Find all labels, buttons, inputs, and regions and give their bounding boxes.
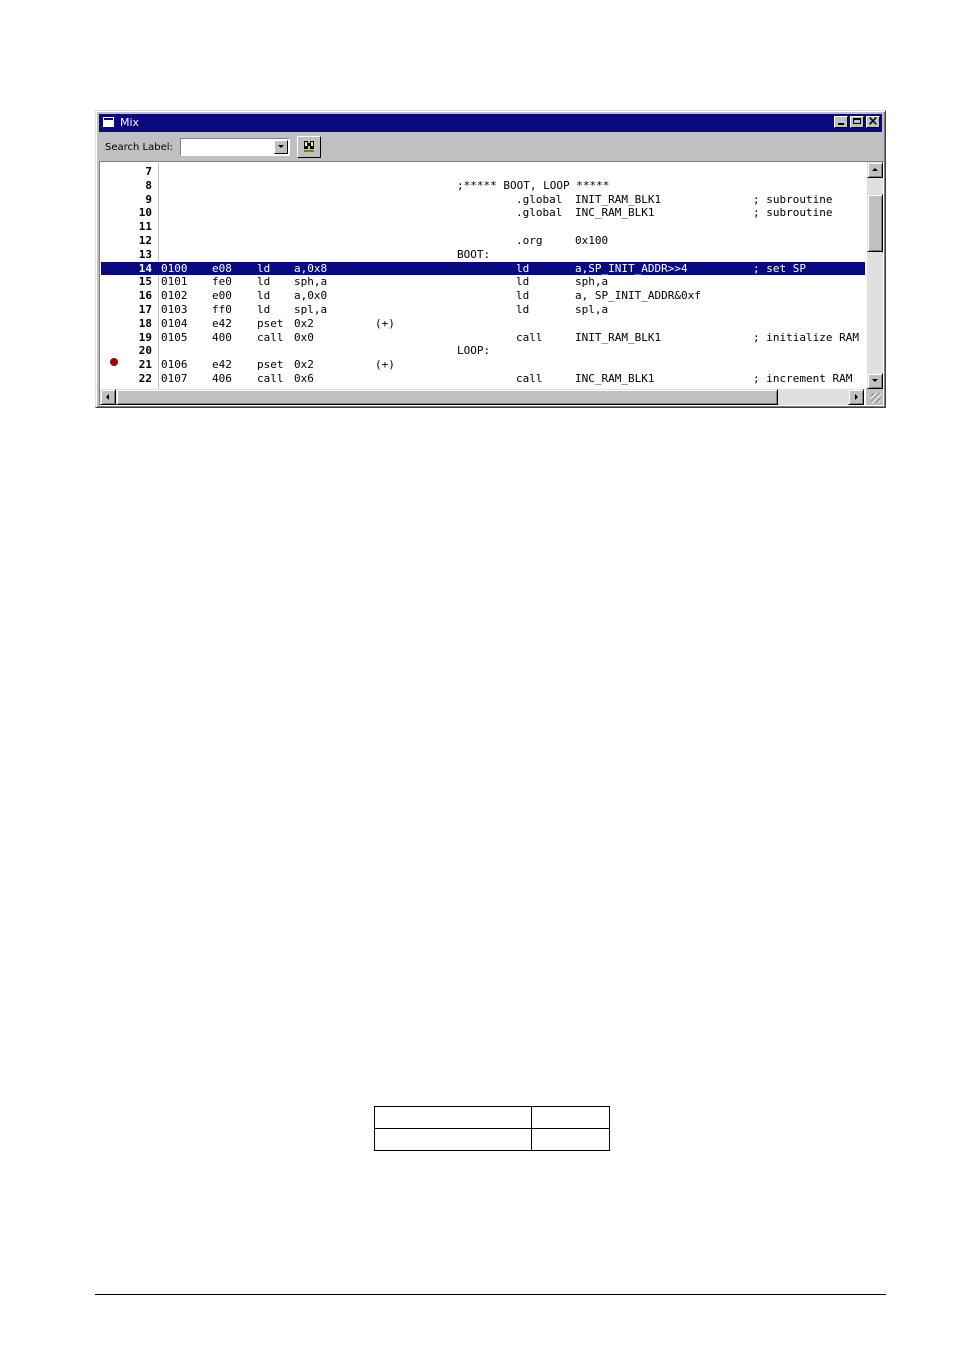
source-operand: INIT_RAM_BLK1 [575, 330, 662, 344]
scroll-up-button[interactable] [867, 162, 883, 178]
line-number: 20 [138, 344, 152, 358]
line-number: 10 [138, 206, 152, 220]
mnemonic: pset [257, 358, 284, 372]
source-operand: INIT_RAM_BLK1 [575, 192, 662, 206]
source-comment: ; increment RAM [753, 372, 853, 385]
scroll-up-icon [872, 168, 878, 171]
mix-window [95, 110, 886, 408]
code-row[interactable] [101, 317, 865, 331]
mnemonic: ld [257, 303, 271, 316]
code-row[interactable] [101, 331, 865, 345]
scroll-left-button[interactable] [100, 389, 116, 405]
code-row[interactable] [101, 372, 865, 386]
source-operand: a, SP_INIT_ADDR&0xf [575, 289, 701, 303]
chevron-down-icon[interactable] [274, 140, 288, 154]
source-comment: ; subroutine [753, 206, 833, 220]
table-row [375, 1107, 610, 1129]
code-row[interactable] [101, 193, 865, 207]
extension-flag: (+) [375, 316, 395, 330]
opcode: e00 [212, 289, 232, 303]
code-row[interactable] [101, 289, 865, 303]
table-cell [532, 1129, 610, 1151]
code-row[interactable] [101, 220, 865, 234]
horizontal-scrollbar[interactable] [100, 389, 864, 405]
line-number: 19 [138, 330, 152, 344]
find-label-button[interactable] [297, 136, 321, 158]
source-label: LOOP: [457, 344, 491, 358]
scrollbar-corner [866, 389, 883, 405]
source-mnemonic: ld [516, 275, 530, 289]
source-operand: INC_RAM_BLK1 [575, 206, 655, 220]
mnemonic: pset [257, 316, 284, 330]
selected-code-row[interactable] [101, 262, 865, 276]
address: 0104 [161, 316, 188, 330]
line-number: 9 [145, 192, 152, 206]
source-comment: ; subroutine [753, 192, 833, 206]
close-icon[interactable] [866, 116, 880, 128]
address: 0102 [161, 289, 188, 303]
extension-flag: (+) [375, 358, 395, 372]
source-operand: 0x100 [575, 234, 609, 247]
operand: spl,a [294, 303, 328, 316]
mnemonic: ld [257, 275, 271, 289]
source-operand: sph,a [575, 275, 609, 289]
mnemonic: call [257, 330, 284, 344]
line-number: 15 [138, 275, 152, 289]
table-cell [375, 1107, 532, 1129]
source-mnemonic: .org [516, 234, 543, 247]
code-row[interactable] [101, 358, 865, 372]
source-operand: INC_RAM_BLK1 [575, 372, 655, 385]
line-number: 18 [138, 316, 152, 330]
operand: 0x2 [294, 358, 314, 372]
line-number: 7 [145, 165, 152, 178]
scroll-left-icon [106, 394, 109, 400]
footer-rule [95, 1294, 886, 1295]
scroll-down-button[interactable] [867, 373, 883, 389]
source-label: ;***** BOOT, LOOP ***** [457, 178, 610, 192]
line-number: 11 [138, 220, 152, 234]
window-icon[interactable] [103, 117, 114, 127]
source-mnemonic: call [516, 330, 543, 344]
source-mnemonic: ld [516, 289, 530, 303]
opcode: e42 [212, 358, 232, 372]
code-row[interactable] [101, 248, 865, 262]
operand: a,0x8 [294, 261, 328, 275]
address: 0106 [161, 358, 188, 372]
opcode: 406 [212, 372, 232, 385]
code-row[interactable] [101, 275, 865, 289]
operand: a,0x0 [294, 289, 328, 303]
horizontal-scroll-thumb[interactable] [116, 389, 778, 405]
scroll-right-button[interactable] [848, 389, 864, 405]
opcode: fe0 [212, 275, 232, 289]
title-bar[interactable] [99, 114, 882, 132]
search-label-input[interactable] [182, 140, 276, 154]
source-operand: a,SP_INIT_ADDR>>4 [575, 261, 688, 275]
search-label-combobox[interactable] [180, 138, 290, 156]
window-title: Mix [120, 116, 140, 129]
code-row[interactable] [101, 344, 865, 358]
minimize-icon[interactable] [834, 116, 848, 128]
code-row[interactable] [101, 179, 865, 193]
address: 0100 [161, 261, 188, 275]
maximize-icon[interactable] [850, 116, 864, 128]
table-cell [532, 1107, 610, 1129]
size-grip-icon[interactable] [871, 393, 881, 403]
address: 0105 [161, 330, 188, 344]
operand: sph,a [294, 275, 328, 289]
mnemonic: ld [257, 289, 271, 303]
line-number: 22 [138, 372, 152, 385]
opcode: ff0 [212, 303, 232, 316]
operand: 0x2 [294, 316, 314, 330]
vertical-scrollbar[interactable] [867, 162, 883, 389]
address: 0103 [161, 303, 188, 316]
source-comment: ; initialize RAM [753, 330, 859, 344]
source-mnemonic: ld [516, 303, 530, 316]
blank-table [374, 1106, 610, 1151]
search-label: Search Label: [105, 142, 173, 153]
table-cell [375, 1129, 532, 1151]
vertical-scroll-thumb[interactable] [867, 194, 883, 252]
code-row[interactable] [101, 165, 865, 179]
address: 0101 [161, 275, 188, 289]
table-row [375, 1129, 610, 1151]
line-number: 14 [138, 261, 152, 275]
opcode: e42 [212, 316, 232, 330]
operand: 0x0 [294, 330, 314, 344]
find-label-icon [302, 140, 316, 154]
mix-code-pane [99, 161, 884, 406]
source-mnemonic: ld [516, 261, 530, 275]
line-number: 21 [138, 358, 152, 372]
operand: 0x6 [294, 372, 314, 385]
source-mnemonic: call [516, 372, 543, 385]
line-number: 8 [145, 178, 152, 192]
source-operand: spl,a [575, 303, 609, 316]
source-mnemonic: .global [516, 192, 563, 206]
line-number: 13 [138, 247, 152, 261]
opcode: 400 [212, 330, 232, 344]
scroll-down-icon [872, 379, 878, 382]
code-row[interactable] [101, 206, 865, 220]
code-row[interactable] [101, 303, 865, 317]
mnemonic: ld [257, 261, 271, 275]
line-number: 16 [138, 289, 152, 303]
line-number: 17 [138, 303, 152, 316]
code-listing[interactable] [101, 163, 865, 389]
source-label: BOOT: [457, 247, 491, 261]
mnemonic: call [257, 372, 284, 385]
address: 0107 [161, 372, 188, 385]
code-row[interactable] [101, 234, 865, 248]
scroll-right-icon [855, 394, 858, 400]
line-number: 12 [138, 234, 152, 247]
source-mnemonic: .global [516, 206, 563, 220]
source-comment: ; set SP [753, 261, 806, 275]
toolbar [99, 133, 882, 161]
opcode: e08 [212, 261, 232, 275]
